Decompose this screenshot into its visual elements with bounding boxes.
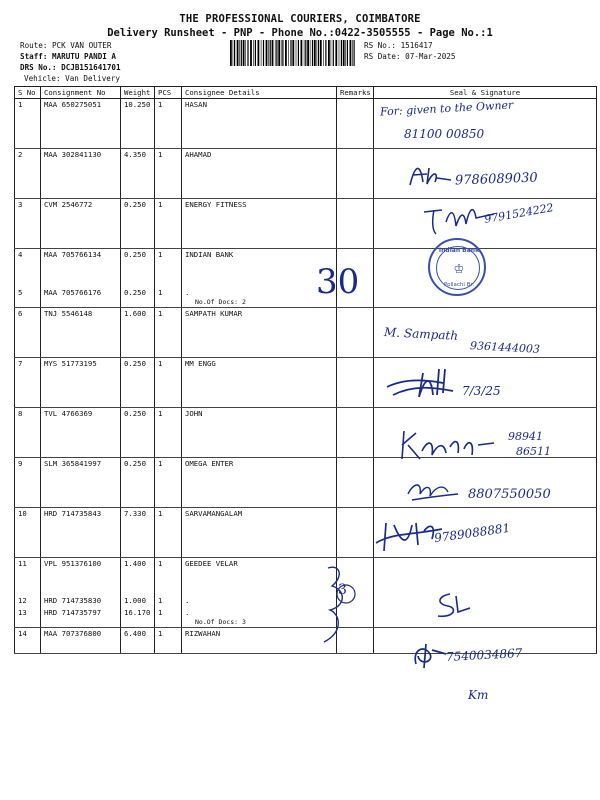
signature-row-10-phone: 9789088881 — [433, 520, 511, 546]
row-consignee-text: HASAN — [185, 100, 207, 109]
bank-seal — [428, 238, 486, 296]
col-pcs: PCS — [155, 87, 182, 99]
row-sno-text: 11 — [18, 558, 27, 568]
row-consignment-no — [41, 557, 121, 595]
row-consignee — [182, 149, 337, 199]
signature-row-1-phone: 81100 00850 — [404, 127, 485, 141]
row-pcs — [155, 407, 182, 457]
header-left — [20, 40, 121, 84]
row-pcs-text: 1 — [158, 408, 163, 418]
signature-row-14-phone: 7540034867 — [445, 646, 523, 664]
row-weight — [121, 99, 155, 149]
row-consignment-no — [41, 249, 121, 287]
col-consignee: Consignee Details — [182, 87, 337, 99]
row-pcs — [155, 628, 182, 654]
row-sno-text: 5 — [18, 287, 23, 297]
row-remarks — [337, 457, 374, 507]
count-circle-icon — [335, 583, 357, 605]
row-weight — [121, 249, 155, 287]
runsheet-title: Delivery Runsheet - PNP - Phone No.:0422-3505555 - Page No.:1 — [107, 27, 493, 39]
row-consignment-no — [41, 99, 121, 149]
row-consignee — [182, 507, 337, 557]
docs-count: No.Of Docs: 2 — [195, 297, 246, 306]
row-weight — [121, 199, 155, 249]
row-consignee — [182, 307, 337, 357]
row-consignment-no — [41, 357, 121, 407]
row-sno — [15, 307, 41, 357]
drs-number: DRS No.: DCJB151641701 — [20, 63, 121, 72]
route: Route: PCK VAN OUTER — [20, 41, 112, 50]
row-weight-text: 0.250 — [124, 287, 146, 297]
row-sno-text: 14 — [18, 629, 27, 638]
row-weight-text: 0.250 — [124, 358, 146, 368]
row-sno — [15, 607, 41, 628]
row-pcs — [155, 249, 182, 287]
row-weight — [121, 287, 155, 308]
seal-bottom-text: Pollachi Br. — [444, 282, 474, 288]
row-sno-text: 3 — [18, 200, 23, 209]
company-name: THE PROFESSIONAL COURIERS, COIMBATORE — [179, 13, 421, 25]
signature-row-6-name: M. Sampath — [383, 325, 459, 343]
row-pcs — [155, 199, 182, 249]
row-sno — [15, 357, 41, 407]
row-pcs-text: 1 — [158, 150, 163, 159]
row-sno — [15, 249, 41, 287]
row-pcs — [155, 557, 182, 595]
row-11-count-note: 3 — [338, 582, 347, 598]
table-row — [15, 357, 597, 407]
row-weight — [121, 457, 155, 507]
row-sno — [15, 557, 41, 595]
row-consignment-no-text: MAA 650275051 — [44, 100, 102, 109]
row-weight-text: 0.250 — [124, 200, 146, 209]
row-pcs — [155, 99, 182, 149]
row-signature — [374, 607, 597, 628]
row-consignment-no-text: HRD 714735797 — [44, 608, 102, 617]
row-weight — [121, 149, 155, 199]
row-consignment-no — [41, 595, 121, 607]
signature-row-9-phone: 8807550050 — [468, 487, 551, 502]
row-sno-text: 9 — [18, 458, 23, 468]
row-consignment-no-text: SLM 365841997 — [44, 458, 102, 468]
row-weight-text: 1.400 — [124, 558, 146, 568]
row-consignee-text: JOHN — [185, 408, 203, 418]
row-consignee — [182, 99, 337, 149]
col-consignment: Consignment No — [41, 87, 121, 99]
signature-row-1-note: For: given to the Owner — [379, 98, 514, 119]
row-pcs-text: 1 — [158, 287, 163, 297]
row-consignee-text: ENERGY FITNESS — [185, 200, 247, 209]
row-consignment-no — [41, 287, 121, 308]
emblem-icon: ♔ — [454, 258, 464, 277]
row-pcs-text: 1 — [158, 458, 163, 468]
row-consignment-no — [41, 607, 121, 628]
row-pcs — [155, 507, 182, 557]
row-weight-text: 6.400 — [124, 629, 146, 638]
row-pcs — [155, 457, 182, 507]
row-sno-text: 10 — [18, 508, 27, 518]
row-consignment-no — [41, 199, 121, 249]
row-weight — [121, 407, 155, 457]
table-row — [15, 287, 597, 308]
row-sno-text: 6 — [18, 308, 23, 318]
row-consignee-text: SARVAMANGALAM — [185, 508, 243, 518]
signature-row-2-phone: 9786089030 — [454, 170, 538, 189]
row-consignment-no-text: MYS 51773195 — [44, 358, 97, 368]
row-remarks — [337, 307, 374, 357]
row-consignment-no-text: MAA 302841130 — [44, 150, 102, 159]
row-sno — [15, 507, 41, 557]
row-sno-text: 7 — [18, 358, 23, 368]
staff: Staff: MARUTU PANDI A — [20, 52, 117, 61]
header-right — [364, 40, 455, 62]
row-pcs — [155, 307, 182, 357]
signature-row-3-phone: 9791524222 — [483, 201, 555, 226]
signature-row-6-phone: 9361444003 — [469, 339, 541, 356]
row-consignee — [182, 199, 337, 249]
table-header-row — [15, 87, 597, 99]
row-consignee-text: . — [185, 596, 190, 605]
row-pcs — [155, 357, 182, 407]
row-signature — [374, 595, 597, 607]
col-signature: Seal & Signature — [374, 87, 597, 99]
row-consignee — [182, 357, 337, 407]
signature-row-8-icon — [398, 425, 508, 465]
row-pcs-text: 1 — [158, 250, 163, 259]
row-pcs-text: 1 — [158, 200, 163, 209]
rs-date: RS Date: 07-Mar-2025 — [364, 52, 456, 61]
row-consignment-no-text: HRD 714735830 — [44, 596, 102, 605]
row-weight — [121, 557, 155, 595]
row-4-count-note: 30 — [316, 262, 360, 302]
row-pcs-text: 1 — [158, 558, 163, 568]
row-weight — [121, 628, 155, 654]
row-consignee-text: . — [185, 608, 190, 617]
row-consignment-no — [41, 149, 121, 199]
row-remarks — [337, 149, 374, 199]
row-consignee-text: OMEGA ENTER — [185, 458, 234, 468]
row-consignee-text: AHAMAD — [185, 150, 212, 159]
row-pcs-text: 1 — [158, 358, 163, 368]
row-sno — [15, 287, 41, 308]
row-weight-text: 4.350 — [124, 150, 146, 159]
row-remarks — [337, 357, 374, 407]
row-sno-text: 12 — [18, 596, 27, 605]
signature-row-8-phone-b: 86511 — [516, 445, 551, 458]
row-consignment-no-text: TVL 4766369 — [44, 408, 93, 418]
row-remarks — [337, 199, 374, 249]
row-weight-text: 16.170 — [124, 608, 151, 617]
row-weight-text: 0.250 — [124, 408, 146, 418]
row-sno — [15, 457, 41, 507]
row-sno — [15, 99, 41, 149]
signature-row-7-icon — [383, 365, 473, 405]
row-pcs-text: 1 — [158, 629, 163, 638]
rs-number: RS No.: 1516417 — [364, 41, 433, 50]
row-consignment-no — [41, 507, 121, 557]
row-weight — [121, 595, 155, 607]
row-consignment-no-text: MAA 705766176 — [44, 287, 102, 297]
row-consignee — [182, 287, 337, 308]
row-consignment-no — [41, 307, 121, 357]
row-sno-text: 8 — [18, 408, 23, 418]
row-consignee — [182, 249, 337, 287]
row-consignee-text: MM ENGG — [185, 358, 216, 368]
row-pcs — [155, 607, 182, 628]
row-weight — [121, 307, 155, 357]
row-weight — [121, 357, 155, 407]
row-weight-text: 10.250 — [124, 100, 151, 109]
row-sno — [15, 199, 41, 249]
signature-row-9-icon — [404, 474, 464, 504]
row-signature — [374, 287, 597, 308]
row-pcs-text: 1 — [158, 100, 163, 109]
row-weight-text: 0.250 — [124, 250, 146, 259]
row-consignment-no — [41, 628, 121, 654]
row-consignee — [182, 407, 337, 457]
row-remarks — [337, 407, 374, 457]
row-consignment-no-text: TNJ 5546148 — [44, 308, 93, 318]
row-sno — [15, 628, 41, 654]
col-weight: Weight — [121, 87, 155, 99]
row-consignment-no-text: VPL 951376100 — [44, 558, 102, 568]
row-consignment-no-text: HRD 714735843 — [44, 508, 102, 518]
table-row — [15, 249, 597, 287]
row-11-count-scribble — [300, 562, 370, 652]
row-consignment-no — [41, 407, 121, 457]
row-consignee — [182, 457, 337, 507]
row-sno — [15, 149, 41, 199]
row-weight-text: 1.600 — [124, 308, 146, 318]
row-sno-text: 2 — [18, 150, 23, 159]
table-row — [15, 199, 597, 249]
row-consignment-no-text: MAA 705766134 — [44, 250, 102, 259]
row-sno-text: 4 — [18, 250, 23, 259]
signature-row-7-date: 7/3/25 — [462, 384, 501, 398]
row-weight-text: 7.330 — [124, 508, 146, 518]
row-signature — [374, 557, 597, 595]
row-consignee-text: RIZWAHAN — [185, 629, 221, 638]
row-consignee-text: INDIAN BANK — [185, 250, 234, 259]
row-consignee-text: GEEDEE VELAR — [185, 558, 238, 568]
signature-row-11-icon — [432, 590, 472, 620]
seal-top-text: Indian Bank — [438, 247, 480, 254]
row-consignee-text: . — [185, 287, 190, 297]
col-remarks: Remarks — [337, 87, 374, 99]
row-pcs-text: 1 — [158, 608, 163, 617]
row-pcs — [155, 149, 182, 199]
row-sno-text: 13 — [18, 608, 27, 617]
row-consignment-no — [41, 457, 121, 507]
row-sno-text: 1 — [18, 100, 23, 109]
row-sno — [15, 595, 41, 607]
docs-count: No.Of Docs: 3 — [195, 618, 246, 626]
row-pcs-text: 1 — [158, 596, 163, 605]
signature-row-2-icon — [405, 160, 455, 190]
footer-handwriting: Km — [468, 688, 489, 702]
vehicle: Vehicle: Van Delivery — [24, 74, 121, 83]
row-pcs — [155, 595, 182, 607]
row-remarks — [337, 507, 374, 557]
row-weight-text: 1.000 — [124, 596, 146, 605]
row-weight-text: 0.250 — [124, 458, 146, 468]
signature-row-14-icon — [410, 640, 450, 670]
row-weight — [121, 607, 155, 628]
row-consignment-no-text: MAA 707376800 — [44, 629, 102, 638]
row-pcs — [155, 287, 182, 308]
row-weight — [121, 507, 155, 557]
col-sno: S No — [15, 87, 41, 99]
row-pcs-text: 1 — [158, 308, 163, 318]
barcode-icon — [230, 40, 356, 66]
signature-row-8-phone-a: 98941 — [508, 430, 543, 443]
row-remarks — [337, 99, 374, 149]
row-consignee-text: SAMPATH KUMAR — [185, 308, 243, 318]
row-sno — [15, 407, 41, 457]
row-consignment-no-text: CVM 2546772 — [44, 200, 93, 209]
row-pcs-text: 1 — [158, 508, 163, 518]
